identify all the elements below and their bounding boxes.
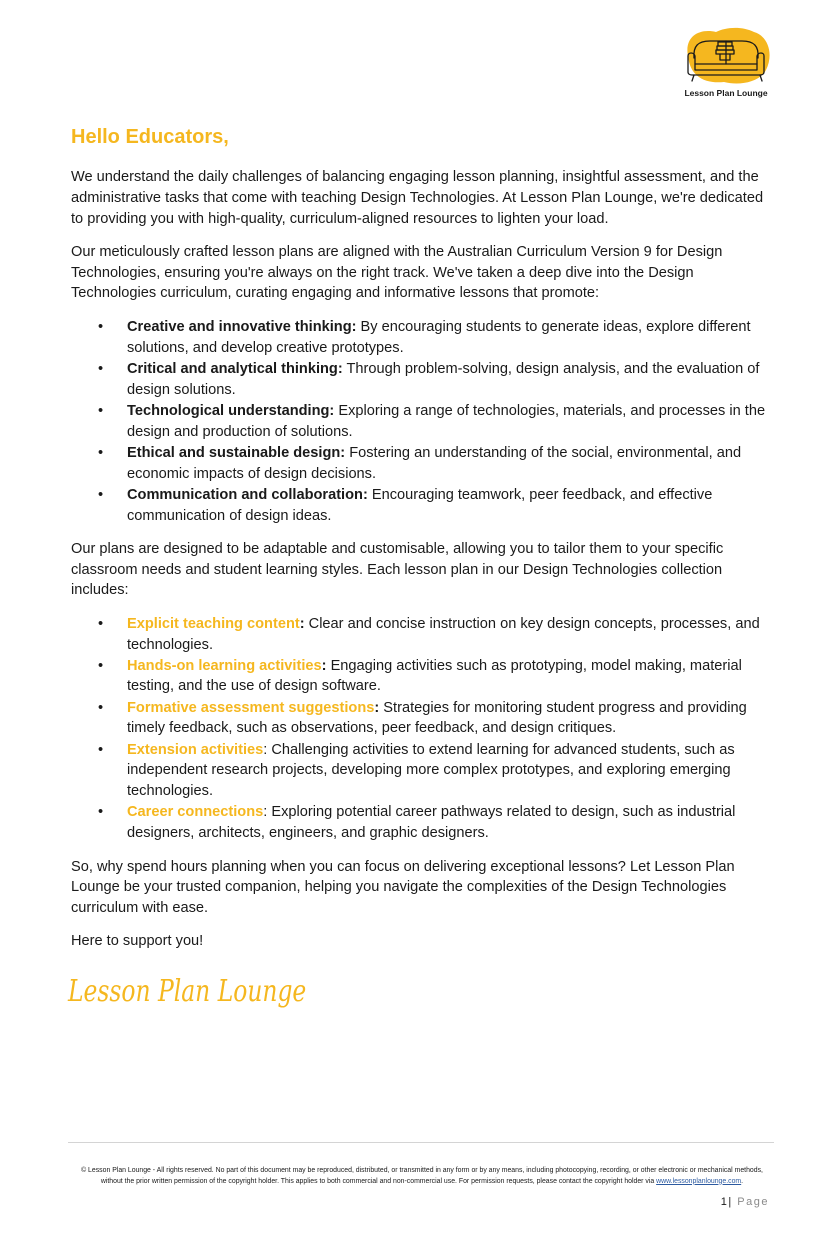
item-text: Exploring potential career pathways related to design, such as industrial designers, architects, engineers, and graphic designers. bbox=[127, 804, 736, 842]
list-item bbox=[71, 359, 776, 401]
bullet-icon: • bbox=[98, 486, 104, 503]
bullet-icon: • bbox=[98, 318, 104, 335]
brand-logo bbox=[680, 26, 772, 102]
intro-paragraph: We understand the daily challenges of balancing engaging lesson planning, insightful assessment, and the administrative tasks that come with teaching Design Technologies. At Lesson Plan Lounge, we're dedicated to providing you with high-quality, curriculum-aligned resources to lighten your load. bbox=[71, 169, 764, 227]
list-item bbox=[71, 740, 776, 802]
item-text: Challenging activities to extend learning for advanced students, such as independent research projects, developing more complex prototypes, and exploring emerging technologies. bbox=[127, 741, 735, 800]
list-item bbox=[71, 485, 776, 527]
item-text: Exploring a range of technologies, materials, and processes in the design and production of solutions. bbox=[127, 402, 766, 440]
list-item bbox=[71, 401, 776, 443]
item-lead: Hands-on learning activities bbox=[127, 657, 322, 674]
list-item bbox=[71, 614, 776, 656]
logo-text: Lesson Plan Lounge bbox=[684, 88, 768, 98]
page-separator: | bbox=[728, 1196, 733, 1208]
letter-body bbox=[71, 124, 776, 965]
item-separator: : bbox=[263, 804, 268, 821]
list-item bbox=[71, 656, 776, 698]
copyright-text: © Lesson Plan Lounge - All rights reserved. No part of this document may be reproduced, distributed, or transmitted in any form or by any means, including photocopying, recording, or other electronic or mechanical methods, without the prior written permission of the copyright holder. This applies to both commercial and non-commercial use. For permission requests, please contact the copyright holder via bbox=[81, 1167, 763, 1185]
item-text: Through problem-solving, design analysis, and the evaluation of design solutions. bbox=[127, 360, 760, 398]
bullet-icon: • bbox=[98, 402, 104, 419]
bullet-icon: • bbox=[98, 615, 104, 632]
item-text: Strategies for monitoring student progress and providing timely feedback, such as observations, peer feedback, and design critiques. bbox=[127, 699, 747, 737]
list-item bbox=[71, 802, 776, 844]
bullet-icon: • bbox=[98, 804, 104, 821]
item-text: Clear and concise instruction on key design concepts, processes, and technologies. bbox=[127, 615, 760, 653]
promotes-list bbox=[71, 317, 776, 527]
list-item bbox=[71, 317, 776, 359]
bullet-icon: • bbox=[98, 444, 104, 461]
adaptable-paragraph: Our plans are designed to be adaptable and customisable, allowing you to tailor them to your specific classroom needs and student learning styles. Each lesson plan in our Design Technologies collection includes: bbox=[71, 540, 724, 599]
page-number bbox=[721, 1196, 769, 1208]
item-lead: Ethical and sustainable design: bbox=[127, 444, 346, 461]
support-line: Here to support you! bbox=[71, 933, 204, 950]
page-label: Page bbox=[737, 1196, 769, 1208]
item-lead: Explicit teaching content bbox=[127, 615, 300, 632]
bullet-icon: • bbox=[98, 699, 104, 716]
item-separator: : bbox=[299, 615, 305, 632]
footer-divider bbox=[68, 1142, 774, 1143]
item-separator: : bbox=[263, 741, 268, 758]
item-lead: Technological understanding: bbox=[127, 402, 335, 419]
bullet-icon: • bbox=[98, 657, 104, 674]
list-item bbox=[71, 443, 776, 485]
bullet-icon: • bbox=[98, 741, 104, 758]
item-text: Engaging activities such as prototyping, model making, material testing, and the use of design software. bbox=[127, 657, 742, 695]
curriculum-paragraph: Our meticulously crafted lesson plans are aligned with the Australian Curriculum Version 9 for Design Technologies, ensuring you're always on the right track. We've taken a deep dive into the Design Technologies curriculum, curating engaging and informative lessons that promote: bbox=[71, 243, 723, 302]
sofa-books-icon bbox=[680, 26, 772, 86]
item-lead: Career connections bbox=[127, 804, 264, 821]
item-text: By encouraging students to generate ideas, explore different solutions, and develop creative prototypes. bbox=[127, 318, 751, 356]
list-item bbox=[71, 698, 776, 740]
item-lead: Formative assessment suggestions bbox=[127, 699, 375, 716]
website-link[interactable]: www.lessonplanlounge.com bbox=[656, 1177, 742, 1185]
item-separator: : bbox=[374, 699, 380, 716]
item-lead: Extension activities bbox=[127, 741, 264, 758]
page-number-value: 1 bbox=[720, 1196, 729, 1208]
greeting-heading: Hello Educators, bbox=[71, 126, 229, 148]
item-lead: Critical and analytical thinking: bbox=[127, 360, 343, 377]
includes-list bbox=[71, 614, 776, 844]
item-text: Encouraging teamwork, peer feedback, and effective communication of design ideas. bbox=[127, 486, 713, 524]
item-lead: Communication and collaboration: bbox=[127, 486, 368, 503]
copyright-footer bbox=[74, 1166, 770, 1187]
item-separator: : bbox=[321, 657, 327, 674]
closing-paragraph: So, why spend hours planning when you can focus on delivering exceptional lessons? Let Lesson Plan Lounge be your trusted companion, helping you navigate the complexities of the Design Technologies curriculum with ease. bbox=[71, 858, 735, 917]
item-text: Fostering an understanding of the social, environmental, and economic impacts of design decisions. bbox=[127, 444, 742, 482]
bullet-icon: • bbox=[98, 360, 104, 377]
item-lead: Creative and innovative thinking: bbox=[127, 318, 357, 335]
copyright-end: . bbox=[741, 1177, 744, 1185]
signature: Lesson Plan Lounge bbox=[68, 974, 307, 1009]
